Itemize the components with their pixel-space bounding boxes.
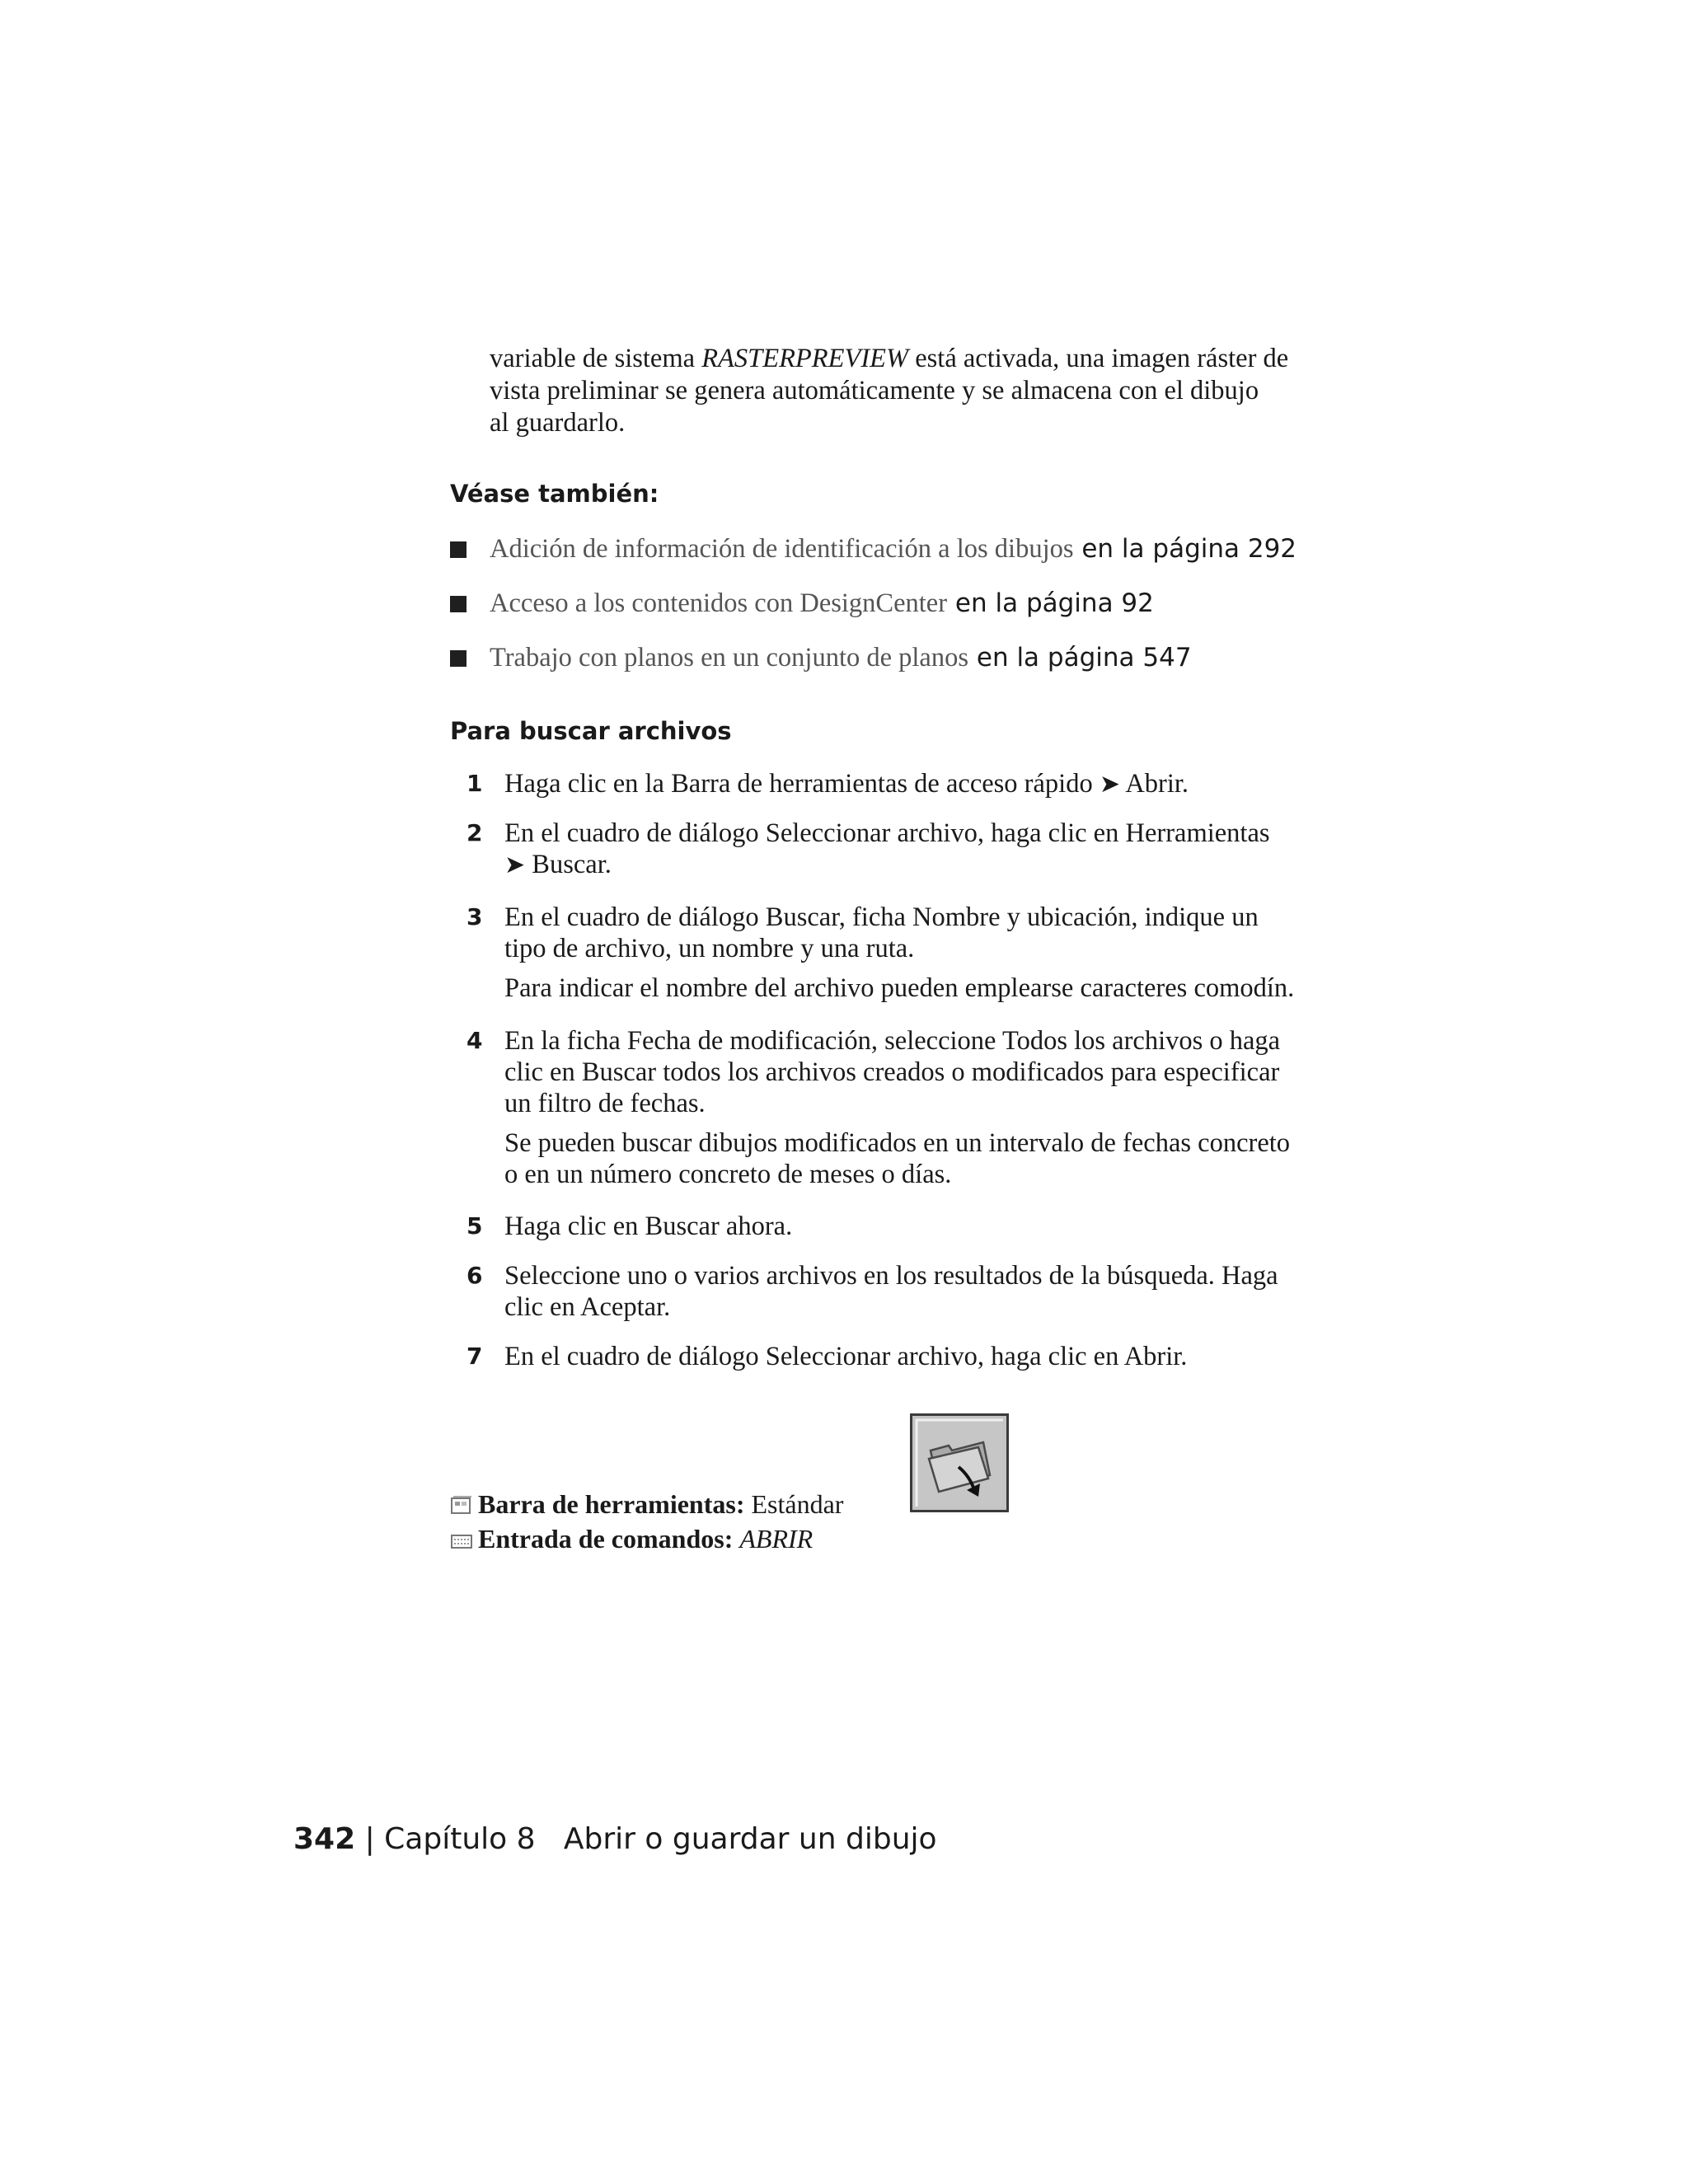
intro-paragraph [490,343,1347,439]
toolbar-value: Estándar [744,1489,844,1519]
keyboard-icon [450,1533,473,1551]
procedure-steps [462,768,1352,1390]
step-text: En el cuadro de diálogo Seleccionar archivo, haga clic en Abrir. [504,1342,1188,1371]
see-also-heading: Véase también: [450,480,659,508]
toolbar-label: Barra de herramientas: [478,1489,745,1519]
step-item [462,1341,1352,1390]
step-text: un filtro de fechas. [504,1089,706,1118]
intro-text: variable de sistema [490,344,702,373]
step-number: 6 [467,1262,483,1289]
arrow-right-icon: ➤ [504,851,526,879]
step-note: Se pueden buscar dibujos modificados en un intervalo de fechas concreto [504,1128,1291,1158]
page-reference: en la página 92 [947,588,1154,618]
step-note: o en un número concreto de meses o días. [504,1160,952,1189]
toolbar-access-row [450,1487,843,1521]
procedure-heading: Para buscar archivos [450,717,732,745]
intro-text: al guardarlo. [490,408,626,438]
see-also-link[interactable]: Acceso a los contenidos con DesignCenter [490,588,948,618]
step-text: En el cuadro de diálogo Seleccionar archivo, haga clic en Herramientas [504,818,1270,848]
open-folder-icon [912,1416,1006,1510]
step-text: En el cuadro de diálogo Buscar, ficha Nombre y ubicación, indique un [504,902,1259,932]
arrow-right-icon: ➤ [1099,770,1120,799]
step-text: Abrir. [1119,769,1189,799]
page-reference: en la página 292 [1073,534,1297,564]
intro-text: vista preliminar se genera automáticamente y se almacena con el dibujo [490,376,1259,405]
page-reference: en la página 547 [968,643,1192,673]
step-number: 2 [467,819,483,846]
step-text: clic en Aceptar. [504,1292,671,1322]
step-item [462,1260,1352,1341]
step-number: 7 [467,1343,483,1370]
step-item [462,818,1352,902]
step-text: Buscar. [525,850,612,879]
step-text: tipo de archivo, un nombre y una ruta. [504,934,915,963]
step-number: 5 [467,1212,483,1240]
chapter-label: Capítulo 8 [384,1822,536,1856]
step-text: Haga clic en Buscar ahora. [504,1212,793,1241]
step-text: En la ficha Fecha de modificación, seleccione Todos los archivos o haga [504,1026,1281,1056]
step-item [462,768,1352,818]
bullet-square-icon [450,596,467,612]
chapter-title: Abrir o guardar un dibujo [563,1822,937,1856]
intro-text: está activada, una imagen ráster de [908,344,1289,373]
command-label: Entrada de comandos: [478,1524,734,1554]
step-item [462,1025,1352,1211]
see-also-link[interactable]: Trabajo con planos en un conjunto de planos [490,643,969,673]
page-number: 342 [293,1822,356,1856]
step-text: clic en Buscar todos los archivos creados o modificados para especificar [504,1057,1280,1087]
command-value: ABRIR [739,1524,814,1554]
step-text: Haga clic en la Barra de herramientas de acceso rápido [504,769,1100,799]
step-note: Para indicar el nombre del archivo pueden emplearse caracteres comodín. [504,973,1295,1003]
page-footer [293,1821,937,1858]
system-variable-name: RASTERPREVIEW [701,344,909,373]
see-also-link[interactable]: Adición de información de identificación a los dibujos [490,534,1074,564]
toolbar-icon [450,1495,473,1516]
bullet-square-icon [450,541,467,558]
step-item [462,902,1352,1025]
step-text: Seleccione uno o varios archivos en los resultados de la búsqueda. Haga [504,1261,1278,1291]
bullet-square-icon [450,650,467,667]
command-access-row [450,1521,813,1556]
step-item [462,1211,1352,1260]
step-number: 4 [467,1027,483,1054]
open-toolbar-button[interactable] [910,1413,1009,1512]
step-number: 3 [467,903,483,930]
step-number: 1 [467,770,483,797]
footer-separator: | [355,1822,385,1856]
